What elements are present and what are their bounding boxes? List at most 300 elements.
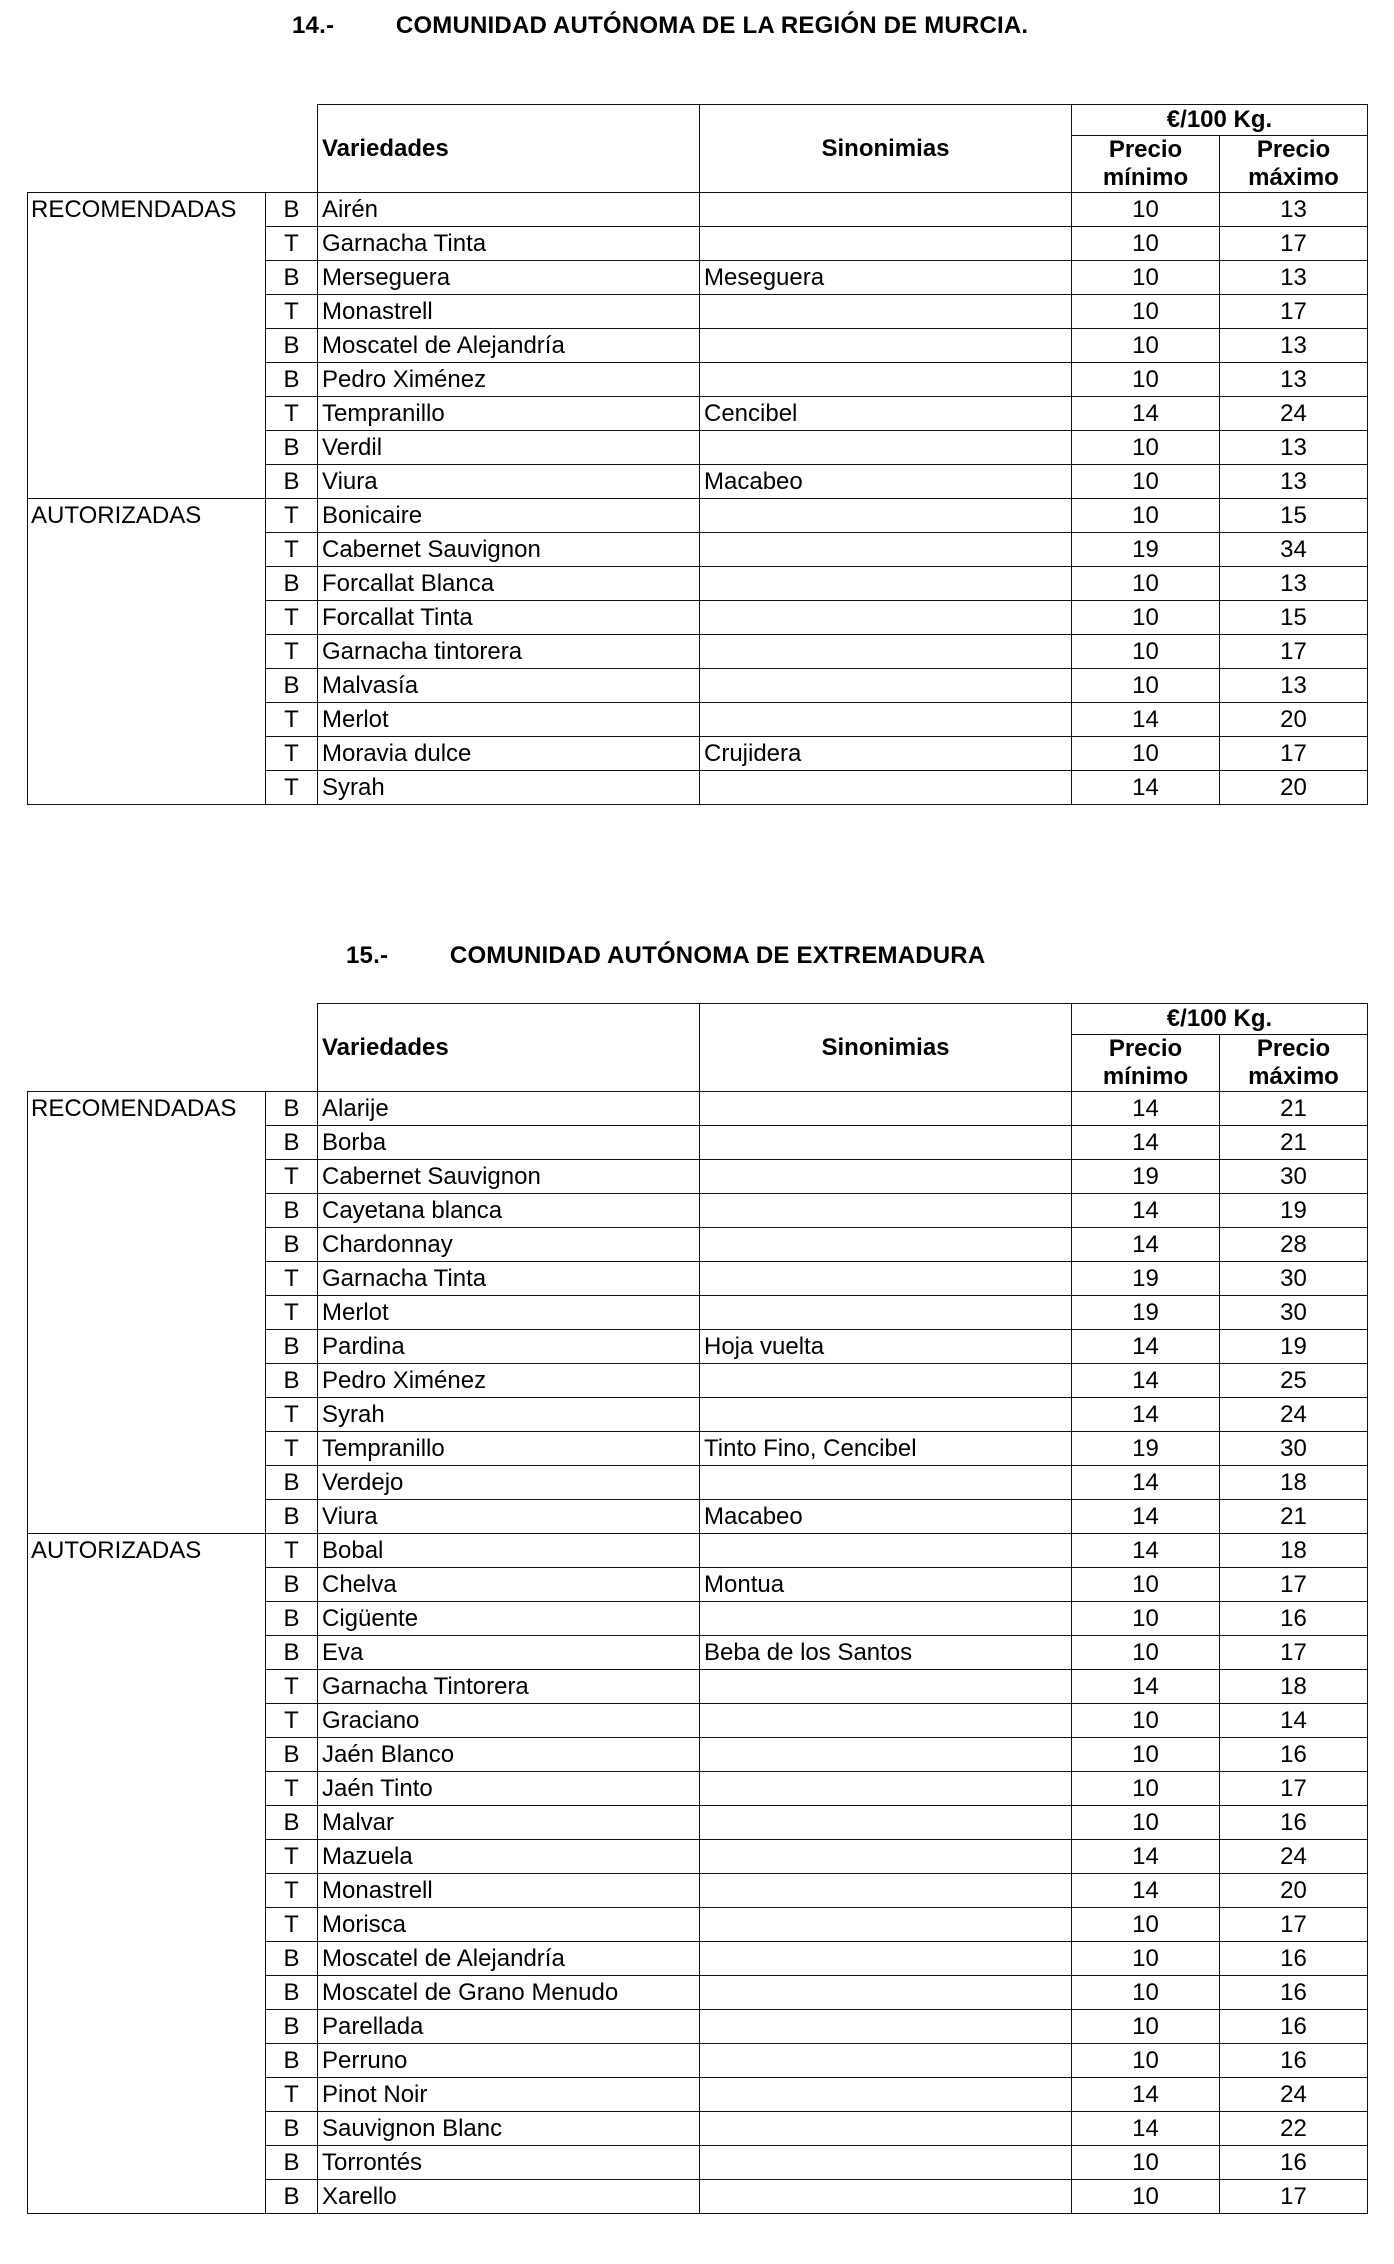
table-row: [28, 1602, 1368, 1636]
category-cell: [28, 669, 266, 703]
synonym-cell: [700, 1534, 1072, 1568]
header-synonyms: Sinonimias: [700, 1004, 1072, 1092]
grape-type-cell: B: [266, 1976, 318, 2010]
category-cell: RECOMENDADAS: [28, 193, 266, 227]
min-price-cell: 10: [1072, 1806, 1220, 1840]
synonym-cell: Hoja vuelta: [700, 1330, 1072, 1364]
category-cell: [28, 431, 266, 465]
category-cell: [28, 635, 266, 669]
min-price-cell: 14: [1072, 1840, 1220, 1874]
min-price-cell: 10: [1072, 669, 1220, 703]
grape-type-cell: T: [266, 601, 318, 635]
max-price-cell: 24: [1220, 1840, 1368, 1874]
synonym-cell: [700, 227, 1072, 261]
max-price-cell: 13: [1220, 329, 1368, 363]
variety-cell: Morisca: [318, 1908, 700, 1942]
table-row: [28, 295, 1368, 329]
category-cell: [28, 1806, 266, 1840]
variety-cell: Monastrell: [318, 295, 700, 329]
min-price-cell: 10: [1072, 431, 1220, 465]
category-cell: [28, 1704, 266, 1738]
table-row: [28, 1194, 1368, 1228]
max-price-cell: 17: [1220, 737, 1368, 771]
max-price-cell: 17: [1220, 1568, 1368, 1602]
grape-type-cell: B: [266, 1364, 318, 1398]
variety-cell: Graciano: [318, 1704, 700, 1738]
table-row: [28, 2078, 1368, 2112]
table-row: [28, 1568, 1368, 1602]
variety-cell: Moscatel de Alejandría: [318, 1942, 700, 1976]
max-price-cell: 30: [1220, 1432, 1368, 1466]
table-row: [28, 261, 1368, 295]
category-cell: [28, 1296, 266, 1330]
grape-type-cell: B: [266, 1568, 318, 1602]
category-cell: [28, 533, 266, 567]
min-price-cell: 10: [1072, 2044, 1220, 2078]
table-row: [28, 1670, 1368, 1704]
table-row: [28, 499, 1368, 533]
category-cell: [28, 2044, 266, 2078]
min-price-cell: 10: [1072, 363, 1220, 397]
grape-type-cell: B: [266, 363, 318, 397]
table-row: [28, 601, 1368, 635]
header-min-line2: mínimo: [1102, 1063, 1189, 1090]
header-max-line1: Precio: [1256, 136, 1331, 163]
synonym-cell: [700, 1908, 1072, 1942]
min-price-cell: 14: [1072, 2078, 1220, 2112]
min-price-cell: 14: [1072, 1466, 1220, 1500]
synonym-cell: Montua: [700, 1568, 1072, 1602]
header-min-line1: Precio: [1108, 136, 1183, 163]
synonym-cell: [700, 1092, 1072, 1126]
grape-type-cell: B: [266, 2180, 318, 2214]
variety-cell: Torrontés: [318, 2146, 700, 2180]
variety-cell: Monastrell: [318, 1874, 700, 1908]
variety-cell: Garnacha Tinta: [318, 1262, 700, 1296]
synonym-cell: Tinto Fino, Cencibel: [700, 1432, 1072, 1466]
category-cell: [28, 1602, 266, 1636]
variety-cell: Sauvignon Blanc: [318, 2112, 700, 2146]
variety-cell: Cayetana blanca: [318, 1194, 700, 1228]
header-max-price: [1220, 136, 1368, 193]
variety-cell: Xarello: [318, 2180, 700, 2214]
min-price-cell: 14: [1072, 1228, 1220, 1262]
grape-type-cell: B: [266, 193, 318, 227]
synonym-cell: [700, 1874, 1072, 1908]
variety-cell: Perruno: [318, 2044, 700, 2078]
grape-type-cell: B: [266, 669, 318, 703]
table-row: [28, 1364, 1368, 1398]
min-price-cell: 14: [1072, 1398, 1220, 1432]
table-row: [28, 2044, 1368, 2078]
min-price-cell: 14: [1072, 1500, 1220, 1534]
table-row: [28, 1976, 1368, 2010]
table-row: [28, 329, 1368, 363]
grape-type-cell: B: [266, 567, 318, 601]
min-price-cell: 10: [1072, 1738, 1220, 1772]
max-price-cell: 16: [1220, 1976, 1368, 2010]
max-price-cell: 13: [1220, 193, 1368, 227]
category-cell: [28, 2180, 266, 2214]
category-cell: [28, 1908, 266, 1942]
max-price-cell: 19: [1220, 1330, 1368, 1364]
synonym-cell: [700, 1364, 1072, 1398]
category-cell: [28, 1466, 266, 1500]
variety-cell: Bonicaire: [318, 499, 700, 533]
header-price-unit: €/100 Kg.: [1072, 1004, 1368, 1035]
grape-type-cell: B: [266, 261, 318, 295]
synonym-cell: [700, 1296, 1072, 1330]
grape-type-cell: T: [266, 295, 318, 329]
grape-type-cell: T: [266, 1262, 318, 1296]
grape-type-cell: B: [266, 1806, 318, 1840]
table-row: [28, 1738, 1368, 1772]
header-min-price: [1072, 136, 1220, 193]
category-cell: [28, 227, 266, 261]
min-price-cell: 19: [1072, 1296, 1220, 1330]
min-price-cell: 14: [1072, 1330, 1220, 1364]
min-price-cell: 10: [1072, 1704, 1220, 1738]
table-row: [28, 567, 1368, 601]
max-price-cell: 16: [1220, 1806, 1368, 1840]
variety-cell: Garnacha tintorera: [318, 635, 700, 669]
synonym-cell: [700, 193, 1072, 227]
grape-type-cell: T: [266, 1704, 318, 1738]
category-cell: [28, 1262, 266, 1296]
table-row: [28, 1432, 1368, 1466]
max-price-cell: 34: [1220, 533, 1368, 567]
min-price-cell: 10: [1072, 567, 1220, 601]
table-row: [28, 1466, 1368, 1500]
variety-cell: Pedro Ximénez: [318, 363, 700, 397]
variety-cell: Eva: [318, 1636, 700, 1670]
table-row: [28, 1874, 1368, 1908]
synonym-cell: [700, 2112, 1072, 2146]
category-cell: [28, 1432, 266, 1466]
min-price-cell: 10: [1072, 1602, 1220, 1636]
category-cell: [28, 1670, 266, 1704]
variety-cell: Verdejo: [318, 1466, 700, 1500]
grape-type-cell: B: [266, 1738, 318, 1772]
category-cell: AUTORIZADAS: [28, 1534, 266, 1568]
synonym-cell: [700, 431, 1072, 465]
max-price-cell: 30: [1220, 1296, 1368, 1330]
category-cell: [28, 465, 266, 499]
table-row: [28, 1160, 1368, 1194]
min-price-cell: 14: [1072, 2112, 1220, 2146]
category-cell: [28, 1330, 266, 1364]
min-price-cell: 10: [1072, 1636, 1220, 1670]
variety-cell: Viura: [318, 1500, 700, 1534]
table-row: [28, 431, 1368, 465]
max-price-cell: 21: [1220, 1092, 1368, 1126]
section-number: 15.-: [346, 942, 389, 969]
category-cell: [28, 363, 266, 397]
table-row: [28, 1534, 1368, 1568]
synonym-cell: [700, 1228, 1072, 1262]
max-price-cell: 19: [1220, 1194, 1368, 1228]
min-price-cell: 10: [1072, 329, 1220, 363]
variety-cell: Forcallat Blanca: [318, 567, 700, 601]
table-row: [28, 1262, 1368, 1296]
table-row: [28, 1942, 1368, 1976]
min-price-cell: 10: [1072, 2010, 1220, 2044]
grape-type-cell: B: [266, 1636, 318, 1670]
max-price-cell: 13: [1220, 363, 1368, 397]
category-cell: [28, 1500, 266, 1534]
grape-type-cell: B: [266, 1330, 318, 1364]
min-price-cell: 14: [1072, 771, 1220, 805]
grape-type-cell: B: [266, 1228, 318, 1262]
max-price-cell: 22: [1220, 2112, 1368, 2146]
min-price-cell: 10: [1072, 635, 1220, 669]
header-varieties: Variedades: [318, 105, 700, 193]
table-row: [28, 1772, 1368, 1806]
category-cell: [28, 1772, 266, 1806]
table-row: [28, 1398, 1368, 1432]
synonym-cell: [700, 703, 1072, 737]
category-cell: [28, 771, 266, 805]
max-price-cell: 28: [1220, 1228, 1368, 1262]
synonym-cell: [700, 1126, 1072, 1160]
grape-type-cell: B: [266, 2044, 318, 2078]
table-row: [28, 1296, 1368, 1330]
min-price-cell: 10: [1072, 227, 1220, 261]
variety-cell: Syrah: [318, 1398, 700, 1432]
grape-type-cell: B: [266, 1194, 318, 1228]
min-price-cell: 10: [1072, 1568, 1220, 1602]
min-price-cell: 10: [1072, 295, 1220, 329]
variety-cell: Cigüente: [318, 1602, 700, 1636]
synonym-cell: [700, 1976, 1072, 2010]
table-row: [28, 771, 1368, 805]
max-price-cell: 21: [1220, 1500, 1368, 1534]
min-price-cell: 10: [1072, 737, 1220, 771]
header-min-line2: mínimo: [1102, 164, 1189, 191]
table-row: [28, 1092, 1368, 1126]
min-price-cell: 10: [1072, 2180, 1220, 2214]
variety-cell: Moscatel de Alejandría: [318, 329, 700, 363]
synonym-cell: [700, 1772, 1072, 1806]
max-price-cell: 18: [1220, 1466, 1368, 1500]
grape-type-cell: T: [266, 1160, 318, 1194]
max-price-cell: 30: [1220, 1262, 1368, 1296]
variety-cell: Cabernet Sauvignon: [318, 533, 700, 567]
min-price-cell: 14: [1072, 1194, 1220, 1228]
max-price-cell: 20: [1220, 703, 1368, 737]
variety-cell: Borba: [318, 1126, 700, 1160]
variety-cell: Verdil: [318, 431, 700, 465]
table-row: [28, 2010, 1368, 2044]
synonym-cell: [700, 363, 1072, 397]
max-price-cell: 24: [1220, 397, 1368, 431]
grape-type-cell: T: [266, 397, 318, 431]
synonym-cell: [700, 2180, 1072, 2214]
category-cell: [28, 1942, 266, 1976]
murcia-varieties-table: [27, 104, 1368, 805]
variety-cell: Bobal: [318, 1534, 700, 1568]
variety-cell: Viura: [318, 465, 700, 499]
min-price-cell: 10: [1072, 1942, 1220, 1976]
synonym-cell: Cencibel: [700, 397, 1072, 431]
category-cell: [28, 737, 266, 771]
header-synonyms: Sinonimias: [700, 105, 1072, 193]
grape-type-cell: T: [266, 1432, 318, 1466]
synonym-cell: [700, 2010, 1072, 2044]
min-price-cell: 19: [1072, 533, 1220, 567]
category-cell: [28, 1364, 266, 1398]
max-price-cell: 17: [1220, 295, 1368, 329]
synonym-cell: [700, 1602, 1072, 1636]
max-price-cell: 18: [1220, 1534, 1368, 1568]
variety-cell: Moravia dulce: [318, 737, 700, 771]
min-price-cell: 14: [1072, 1670, 1220, 1704]
variety-cell: Merlot: [318, 703, 700, 737]
max-price-cell: 13: [1220, 669, 1368, 703]
category-cell: [28, 2112, 266, 2146]
header-max-line2: máximo: [1248, 164, 1339, 191]
max-price-cell: 17: [1220, 1908, 1368, 1942]
header-varieties: Variedades: [318, 1004, 700, 1092]
synonym-cell: [700, 635, 1072, 669]
variety-cell: Jaén Blanco: [318, 1738, 700, 1772]
variety-cell: Garnacha Tinta: [318, 227, 700, 261]
max-price-cell: 20: [1220, 1874, 1368, 1908]
variety-cell: Chelva: [318, 1568, 700, 1602]
table-row: [28, 1126, 1368, 1160]
category-cell: [28, 1636, 266, 1670]
synonym-cell: [700, 771, 1072, 805]
synonym-cell: [700, 2146, 1072, 2180]
grape-type-cell: T: [266, 1908, 318, 1942]
table-row: [28, 1228, 1368, 1262]
max-price-cell: 16: [1220, 2010, 1368, 2044]
min-price-cell: 19: [1072, 1262, 1220, 1296]
table-row: [28, 2146, 1368, 2180]
grape-type-cell: B: [266, 1500, 318, 1534]
grape-type-cell: T: [266, 1840, 318, 1874]
grape-type-cell: B: [266, 1126, 318, 1160]
grape-type-cell: B: [266, 2112, 318, 2146]
table-row: [28, 737, 1368, 771]
table-row: [28, 2180, 1368, 2214]
grape-type-cell: B: [266, 2146, 318, 2180]
synonym-cell: [700, 1670, 1072, 1704]
synonym-cell: [700, 1262, 1072, 1296]
min-price-cell: 14: [1072, 397, 1220, 431]
synonym-cell: [700, 533, 1072, 567]
max-price-cell: 21: [1220, 1126, 1368, 1160]
table-row: [28, 533, 1368, 567]
variety-cell: Syrah: [318, 771, 700, 805]
table-row: [28, 1330, 1368, 1364]
grape-type-cell: B: [266, 431, 318, 465]
min-price-cell: 10: [1072, 499, 1220, 533]
grape-type-cell: T: [266, 1296, 318, 1330]
category-cell: [28, 1568, 266, 1602]
variety-cell: Airén: [318, 193, 700, 227]
max-price-cell: 17: [1220, 2180, 1368, 2214]
max-price-cell: 13: [1220, 431, 1368, 465]
min-price-cell: 10: [1072, 601, 1220, 635]
section-heading-extremadura: [346, 942, 985, 970]
table-row: [28, 635, 1368, 669]
min-price-cell: 10: [1072, 465, 1220, 499]
extremadura-varieties-table: [27, 1003, 1368, 2214]
min-price-cell: 10: [1072, 261, 1220, 295]
min-price-cell: 14: [1072, 703, 1220, 737]
variety-cell: Jaén Tinto: [318, 1772, 700, 1806]
synonym-cell: Meseguera: [700, 261, 1072, 295]
grape-type-cell: B: [266, 1942, 318, 1976]
category-cell: [28, 567, 266, 601]
min-price-cell: 14: [1072, 1364, 1220, 1398]
variety-cell: Mazuela: [318, 1840, 700, 1874]
header-max-line2: máximo: [1248, 1063, 1339, 1090]
max-price-cell: 17: [1220, 635, 1368, 669]
max-price-cell: 16: [1220, 2044, 1368, 2078]
synonym-cell: [700, 669, 1072, 703]
min-price-cell: 14: [1072, 1534, 1220, 1568]
table-row: [28, 1908, 1368, 1942]
category-cell: [28, 295, 266, 329]
category-cell: [28, 1228, 266, 1262]
table-row: [28, 1500, 1368, 1534]
min-price-cell: 14: [1072, 1126, 1220, 1160]
variety-cell: Cabernet Sauvignon: [318, 1160, 700, 1194]
grape-type-cell: T: [266, 1670, 318, 1704]
min-price-cell: 10: [1072, 193, 1220, 227]
variety-cell: Garnacha Tintorera: [318, 1670, 700, 1704]
variety-cell: Parellada: [318, 2010, 700, 2044]
header-min-line1: Precio: [1108, 1035, 1183, 1062]
max-price-cell: 15: [1220, 601, 1368, 635]
grape-type-cell: T: [266, 635, 318, 669]
min-price-cell: 10: [1072, 1772, 1220, 1806]
table-row: [28, 227, 1368, 261]
max-price-cell: 16: [1220, 1602, 1368, 1636]
max-price-cell: 16: [1220, 1942, 1368, 1976]
header-row: [28, 105, 1368, 136]
synonym-cell: [700, 567, 1072, 601]
table-row: [28, 2112, 1368, 2146]
grape-type-cell: B: [266, 1466, 318, 1500]
category-cell: [28, 2078, 266, 2112]
min-price-cell: 19: [1072, 1160, 1220, 1194]
synonym-cell: [700, 1466, 1072, 1500]
synonym-cell: Beba de los Santos: [700, 1636, 1072, 1670]
category-cell: [28, 1976, 266, 2010]
synonym-cell: [700, 2078, 1072, 2112]
max-price-cell: 17: [1220, 1636, 1368, 1670]
synonym-cell: [700, 1806, 1072, 1840]
grape-type-cell: T: [266, 227, 318, 261]
synonym-cell: [700, 1738, 1072, 1772]
variety-cell: Tempranillo: [318, 1432, 700, 1466]
table-row: [28, 193, 1368, 227]
category-cell: AUTORIZADAS: [28, 499, 266, 533]
synonym-cell: [700, 1398, 1072, 1432]
variety-cell: Tempranillo: [318, 397, 700, 431]
category-cell: [28, 1738, 266, 1772]
category-cell: [28, 329, 266, 363]
max-price-cell: 16: [1220, 2146, 1368, 2180]
variety-cell: Malvasía: [318, 669, 700, 703]
grape-type-cell: T: [266, 533, 318, 567]
section-title: COMUNIDAD AUTÓNOMA DE EXTREMADURA: [449, 942, 986, 969]
max-price-cell: 24: [1220, 1398, 1368, 1432]
section-title: COMUNIDAD AUTÓNOMA DE LA REGIÓN DE MURCIA.: [395, 12, 1029, 39]
